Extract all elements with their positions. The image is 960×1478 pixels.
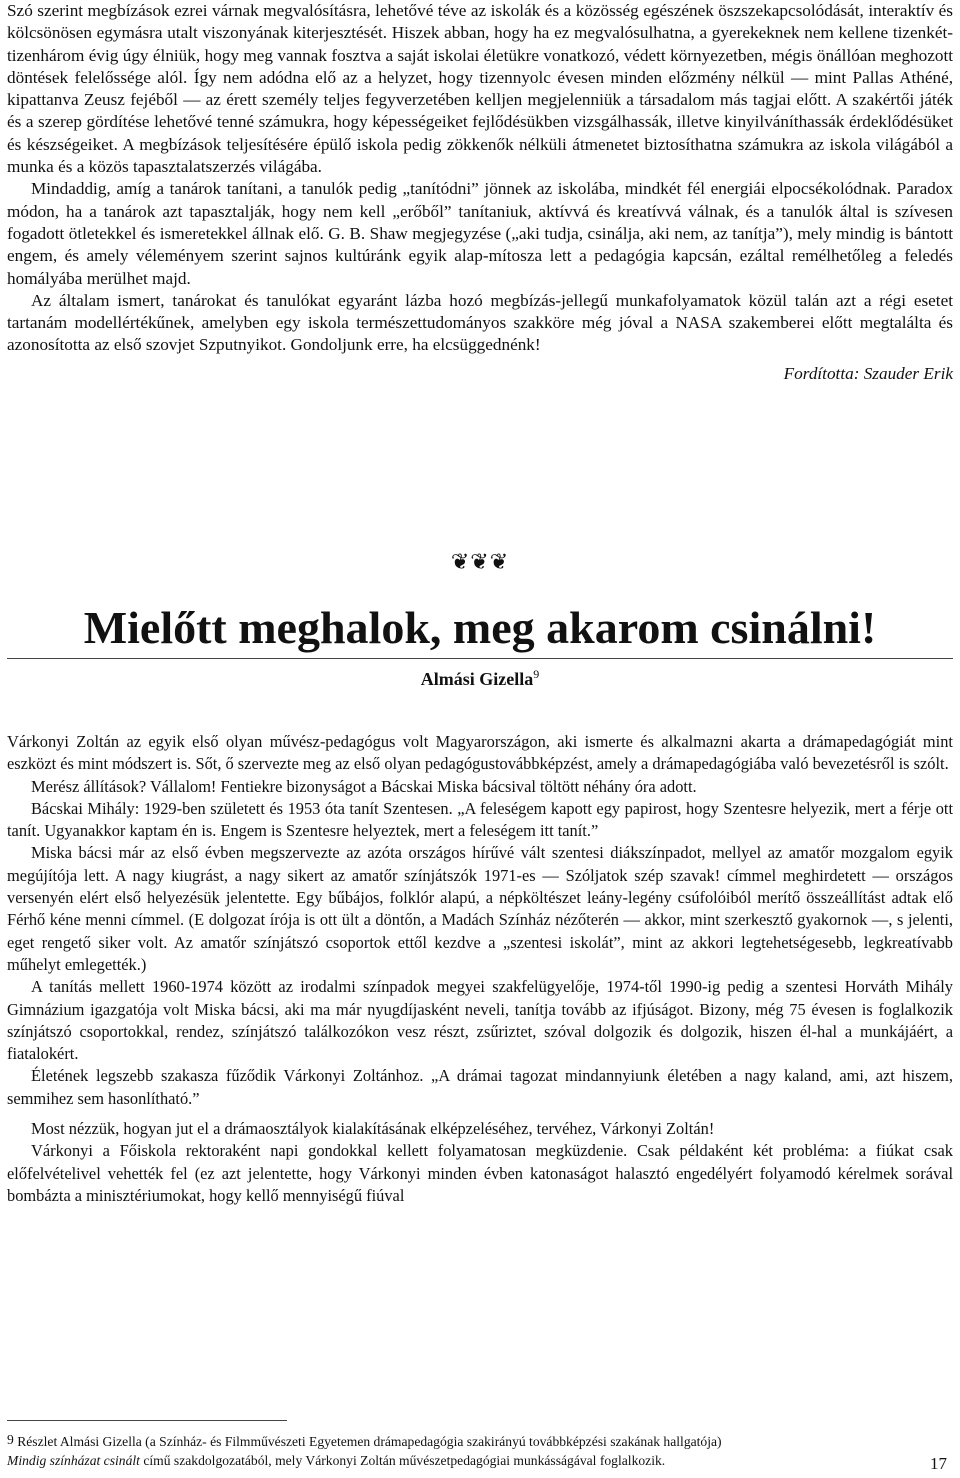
paragraph: Miska bácsi már az első évben megszervezte az azóta országos hírűvé vált szentesi diákszínpadot, mellyel az amatőr mozgalom egyik megújítója lett. A nagy kiugrást, a nagy sikert az amatőr színjátszók 1971-es — Szóljatok szép szavak! címmel meghirdetett — országos versenyén elért első helyezésük jelentette. Egy bűbájos, folklór alapú, a népköltészet leány-legény csúfolóiból merítő összeállítást adtak elő Férhő kéne menni címmel. (E dolgozat írója is ott ült a döntőn, a Madách Színház nézőterén — akkor, mint szerkesztő gyakornok —, s jelenti, eget rengető siker volt. Az amatőr színjátszó csoportok ettől kezdve a „szentesi iskolát”, mint az akkori legtehetségesebb, legkreatívabb műhelyt emlegették.): [7, 843, 953, 974]
article-title: Mielőtt meghalok, meg akarom csinálni!: [7, 598, 953, 659]
page: [7, 0, 953, 1473]
page-number: 17: [930, 1454, 947, 1473]
footnote: [7, 1430, 953, 1470]
article-author: [7, 667, 953, 690]
fleuron-separator-icon: ❦❦❦: [450, 550, 510, 575]
paragraph: Merész állítások? Vállalom! Fentiekre bizonyságot a Bácskai Miska bácsival töltött néhány óra adott.: [31, 776, 697, 796]
paragraph: A tanítás mellett 1960-1974 között az irodalmi színpadok megyei szakfelügyelője, 1974-től 1990-ig pedig a szentesi Horváth Mihály Gimnázium igazgatója volt Miska bácsi, aki ma már nyugdíjasként neveli, tanítja tovább az ifjúságot. Bizony, még 75 évesen is foglalkozik színjátszó csoportokkal, rendez, színjátszó találkozókon vesz részt, zsűriztet, szóval dolgozik és dolgozik, hiszen él-hal a munkájáért, a fiatalokért.: [7, 977, 953, 1064]
paragraph: Bácskai Mihály: 1929-ben született és 1953 óta tanít Szentesen. „A feleségem kapott egy papirost, hogy Szentesre helyezik, mert a férje ott tanít. Ugyanakkor kaptam én is. Engem is Szentesre helyeztek, mert a feleségem itt tanít.”: [7, 798, 953, 841]
footnote-number: 9: [7, 1432, 14, 1447]
paragraph: Az általam ismert, tanárokat és tanulókat egyaránt lázba hozó megbízás-jellegű munkafolyamatok közül talán azt a régi esetet tartanám modellértékűnek, amelyben egy iskola természettudományos szakköre még jóval a NASA szakemberei előtt megtalálta és azonosította az első szovjet Szputnyikot. Gondoljunk erre, ha elcsüggednénk!: [7, 290, 953, 355]
footnote-ref[interactable]: 9: [533, 667, 540, 681]
paragraph: Várkonyi Zoltán az egyik első olyan művész-pedagógus volt Magyarországon, aki ismerte és alkalmazni akarta a drámapedagógiát mint eszközt és mint módszert is. Sőt, ő szervezte meg az első olyan pedagógustovábbképzést, amely a drámapedagógiába való bevezetésről is szólt.: [7, 732, 953, 774]
paragraph: Szó szerint megbízások ezrei várnak megvalósításra, lehetővé téve az iskolák és a közösség egészének öszszekapcsolódását, interaktív és kölcsönösen egymásra utalt viszonyának kiterjesztését. Hiszek abban, hogy ha ez megvalósulhatna, a gyerekeknek nem kellene tizenkét-tizenhárom évig úgy élniük, hogy meg vannak fosztva a saját iskolai életükre vonatkozó, védett környezetben, mégis önállóan meghozott döntések felelőssége alól. Így nem adódna elő az a helyzet, hogy tizennyolc évesen minden előzmény nélkül — mint Pallas Athéné, kipattanva Zeusz fejéből — az érett személy teljes fegyverzetében kelljen megjelenniük a társadalom más tagjai előtt. A szakértői játék és a szerep gördítése lehetővé tenné számukra, hogy képességeiket fejlődésükben vizsgálhassák, illetve kinyilváníthassák érdeklődésüket és készségeiket. A megbízások teljesítésére épülő iskola pedig zökkenők nélküli átmenetet biztosíthatna számukra az iskola világából a munka és a közös tapasztalatszerzés világába.: [7, 1, 953, 177]
section1: [7, 0, 953, 385]
footnote-divider: [7, 1420, 287, 1421]
footnote-title: Mindig színházat csinált: [7, 1453, 140, 1468]
paragraph: Mindaddig, amíg a tanárok tanítani, a tanulók pedig „tanítódni” jönnek az iskolába, mindkét fél energiái elpocsékolódnak. Paradox módon, ha a tanárok azt tapasztalják, hogy nem kell „erőből” tanítaniuk, aktívvá és kreatívvá válnak, és a tanulók által is szívesen fogadott ötletekkel és ismeretekkel állnak elő. G. B. Shaw megjegyzése („aki tudja, csinálja, aki nem, az tanítja”), mely mindig is bántott engem, és amely véleményem szerint sajnos kultúránk egyik alap-mítosza lett a pedagógia kapcsán, ezáltal remélhetőleg a feledés homályába merülhet majd.: [7, 179, 953, 288]
paragraph: Életének legszebb szakasza fűződik Várkonyi Zoltánhoz. „A drámai tagozat mindannyiunk életében a nagy kaland, ami, azt hiszem, semmihez sem hasonlítható.”: [7, 1066, 953, 1108]
translator-credit: Fordította: Szauder Erik: [783, 363, 953, 383]
paragraph: Most nézzük, hogyan jut el a drámaosztályok kialakításának elképzeléséhez, tervéhez, Várkonyi Zoltán!: [31, 1119, 715, 1139]
author-name: Almási Gizella: [420, 669, 534, 689]
article-body: [7, 731, 953, 1207]
footnote-text: Részlet Almási Gizella (a Színház- és Filmművészeti Egyetemen drámapedagógia szakirányú továbbképzési szakának hallgatója): [17, 1434, 722, 1449]
paragraph: Várkonyi a Főiskola rektoraként napi gondokkal kellett folyamatosan megküzdenie. Csak példaként két probléma: a fiúkat csak előfelvételivel vehették fel (ez azt jelentette, hogy Várkonyi minden évben katonaságot halasztó engedélyért folyamodó kérelmek sorával bombázta a minisztériumokat, hogy kellő mennyiségű fiúval: [7, 1141, 953, 1205]
footnote-text-cont: című szakdolgozatából, mely Várkonyi Zoltán művészetpedagógiai munkásságával foglalkozik.: [139, 1453, 666, 1468]
